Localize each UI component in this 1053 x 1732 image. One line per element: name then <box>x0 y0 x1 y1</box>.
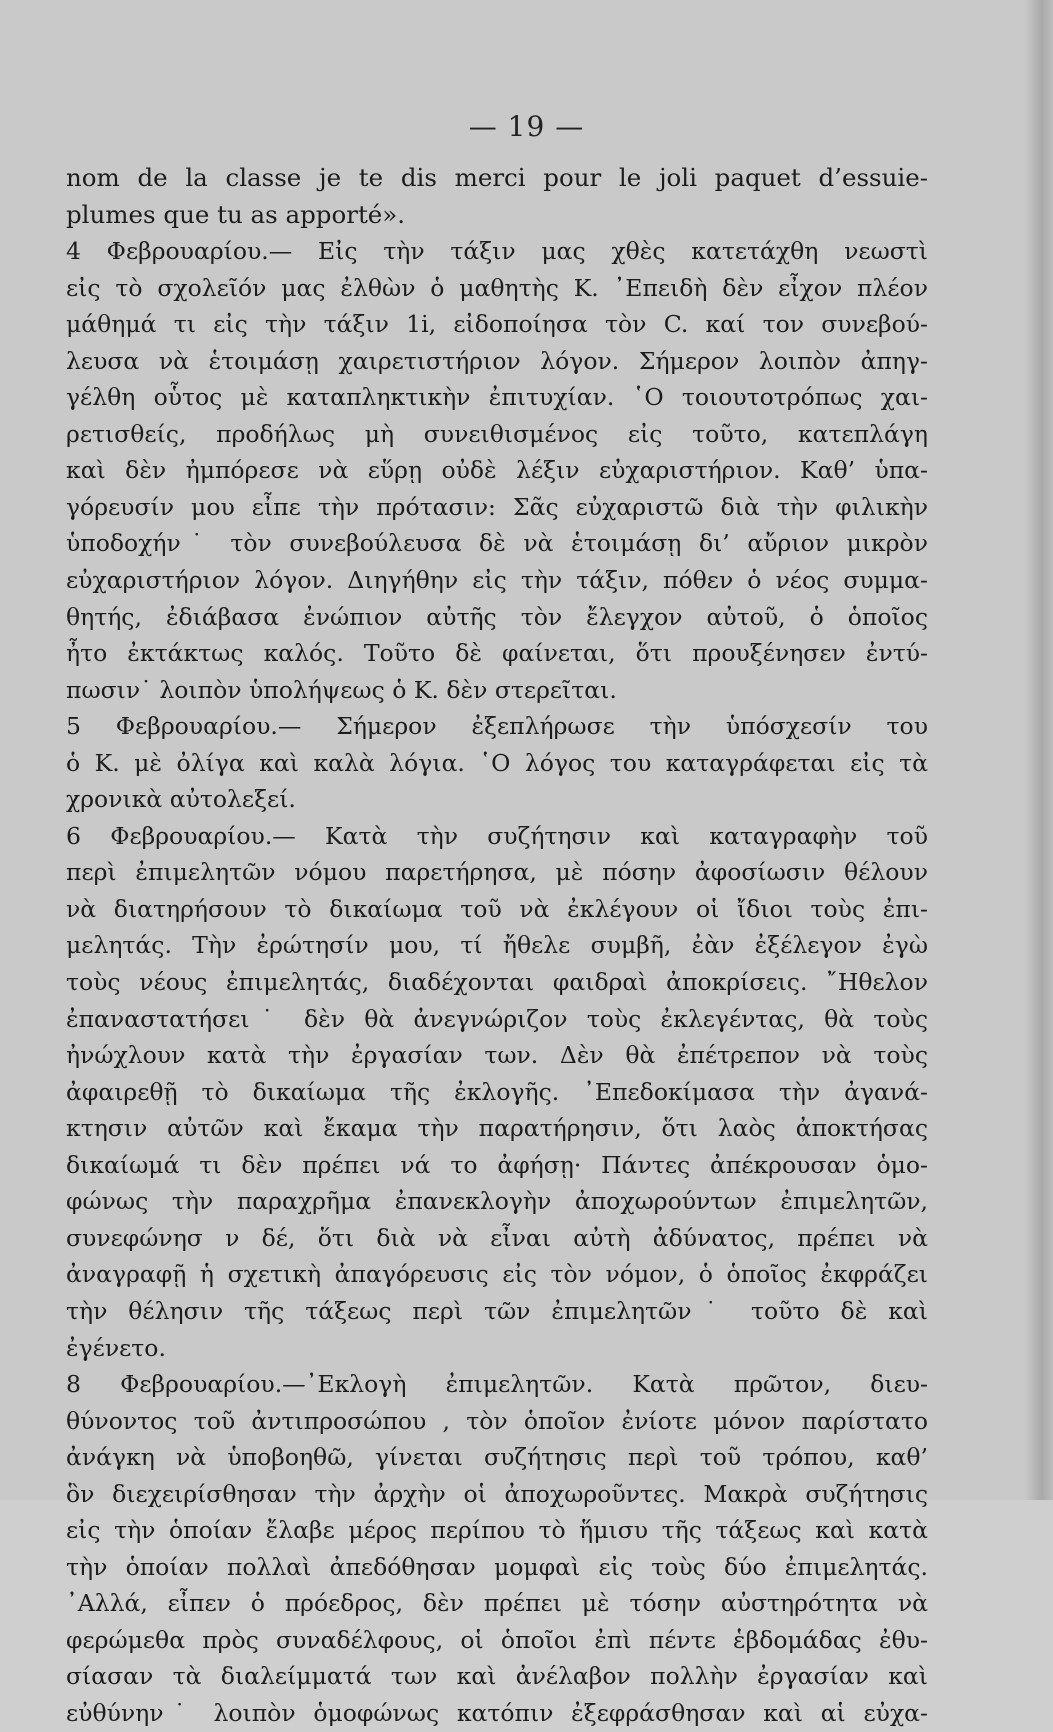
text-line: τὴν ὁποίαν πολλαὶ ἀπεδόθησαν μομφαὶ εἰς τοὺς δύο ἐπιμελητάς. <box>66 1552 928 1581</box>
text-line: μάθημά τι εἰς τὴν τάξιν 1i, εἰδοποίησα τὸν C. καί τον συνεβού- <box>66 310 928 339</box>
text-line: τοὺς νέους ἐπιμελητάς, διαδέχονται φαιδραὶ ἀποκρίσεις. ῎Ηθελον <box>66 968 928 997</box>
text-line: ρετισθείς, προδήλως μὴ συνειθισμένος εἰς τοῦτο, κατεπλάγη <box>66 419 928 448</box>
text-line: θητής, ἐδιάβασα ἐνώπιον αὐτῆς τὸν ἔλεγχον αὐτοῦ, ὁ ὁποῖος <box>66 602 928 631</box>
text-line: ἠνώχλουν κατὰ τὴν ἐργασίαν των. Δὲν θὰ ἐπέτρεπον νὰ τοὺς <box>66 1041 928 1070</box>
page-number: — 19 — <box>468 110 585 143</box>
text-line: ἦτο ἐκτάκτως καλός. Τοῦτο δὲ φαίνεται, ὅτι προυξένησεν ἐντύ- <box>66 639 928 668</box>
text-line: φώνως τὴν παραχρῆμα ἐπανεκλογὴν ἀποχωρούντων ἐπιμελητῶν, <box>66 1187 928 1216</box>
text-line: πωσιν˙ λοιπὸν ὑπολήψεως ὁ Κ. δὲν στερεῖται. <box>66 675 617 704</box>
text-line: ἐγένετο. <box>66 1333 166 1362</box>
text-line: 6 Φεβρουαρίου.— Κατὰ τὴν συζήτησιν καὶ καταγραφὴν τοῦ <box>66 821 928 850</box>
text-line: εὐχαριστήριον λόγον. Διηγήθην εἰς τὴν τάξιν, πόθεν ὁ νέος συμμα- <box>66 566 928 595</box>
text-line: χρονικὰ αὐτολεξεί. <box>66 785 296 814</box>
page-edge-shadow <box>1025 0 1053 1500</box>
text-line: μελητάς. Τὴν ἐρώτησίν μου, τί ἤθελε συμβῆ, ἐὰν ἐξέλεγον ἐγὼ <box>66 931 928 960</box>
text-line: ἀνάγκη νὰ ὑποβοηθῶ, γίνεται συζήτησις περὶ τοῦ τρόπου, καθ’ <box>66 1443 928 1472</box>
text-line: ᾿Αλλά, εἶπεν ὁ πρόεδρος, δὲν πρέπει μὲ τόσην αὐστηρότητα νὰ <box>66 1589 928 1618</box>
text-line: κτησιν αὐτῶν καὶ ἔκαμα τὴν παρατήρησιν, ὅτι λαὸς ἀποκτήσας <box>66 1114 928 1143</box>
text-line: ὑποδοχήν˙ τὸν συνεβούλευσα δὲ νὰ ἑτοιμάσῃ δι’ αὔριον μικρὸν <box>66 529 928 558</box>
text-line: τὴν θέλησιν τῆς τάξεως περὶ τῶν ἐπιμελητῶν˙ τοῦτο δὲ καὶ <box>66 1296 928 1325</box>
text-line: ἐπαναστατήσει˙ δὲν θὰ ἀνεγνώριζον τοὺς ἐκλεγέντας, θὰ τοὺς <box>66 1004 928 1033</box>
text-line: ὁ Κ. μὲ ὀλίγα καὶ καλὰ λόγια. ῾Ο λόγος του καταγράφεται εἰς τὰ <box>66 748 928 777</box>
text-line: ὃν διεχειρίσθησαν τὴν ἀρχὴν οἱ ἀποχωροῦντες. Μακρὰ συζήτησις <box>66 1479 928 1508</box>
text-line: ἀναγραφῇ ἡ σχετικὴ ἀπαγόρευσις εἰς τὸν νόμον, ὁ ὁποῖος ἐκφράζει <box>66 1260 928 1289</box>
text-line: λευσα νὰ ἑτοιμάσῃ χαιρετιστήριον λόγον. Σήμερον λοιπὸν ἀπηγ- <box>66 346 928 375</box>
text-line: plumes que tu as apporté». <box>66 199 406 229</box>
text-line: γέλθη οὗτος μὲ καταπληκτικὴν ἐπιτυχίαν. ῾Ο τοιουτοτρόπως χαι- <box>66 383 928 412</box>
text-line: εἰς τὴν ὁποίαν ἔλαβε μέρος περίπου τὸ ἥμισυ τῆς τάξεως καὶ κατὰ <box>66 1516 928 1545</box>
text-line: εἰς τὸ σχολεῖόν μας ἐλθὼν ὁ μαθητὴς Κ. ᾿Επειδὴ δὲν εἶχον πλέον <box>66 273 928 302</box>
text-line: 8 Φεβρουαρίου.—᾿Εκλογὴ ἐπιμελητῶν. Κατὰ πρῶτον, διευ- <box>66 1370 928 1399</box>
text-line: ἀφαιρεθῇ τὸ δικαίωμα τῆς ἐκλογῆς. ᾿Επεδοκίμασα τὴν ἀγανά- <box>66 1077 928 1106</box>
text-line: 5 Φεβρουαρίου.— Σήμερον ἐξεπλήρωσε τὴν ὑπόσχεσίν του <box>66 712 928 741</box>
text-line: θύνοντος τοῦ ἀντιπροσώπου , τὸν ὁποῖον ἐνίοτε μόνον παρίστατο <box>66 1406 928 1435</box>
text-line: εὐθύνην˙ λοιπὸν ὁμοφώνως κατόπιν ἐξεφράσθησαν καὶ αἱ εὐχα- <box>66 1698 928 1727</box>
text-line: γόρευσίν μου εἶπε τὴν πρότασιν: Σᾶς εὐχαριστῶ διὰ τὴν φιλικὴν <box>66 492 928 521</box>
text-line: φερώμεθα πρὸς συναδέλφους, οἱ ὁποῖοι ἐπὶ πέντε ἑβδομάδας ἐθυ- <box>66 1625 928 1654</box>
text-line: nom de la classe je te dis merci pour le joli paquet d’essuie- <box>66 163 928 192</box>
text-line: νὰ διατηρήσουν τὸ δικαίωμα τοῦ νὰ ἐκλέγουν οἱ ἴδιοι τοὺς ἐπι- <box>66 894 928 923</box>
text-line: σίασαν τὰ διαλείμματά των καὶ ἀνέλαβον πολλὴν ἐργασίαν καὶ <box>66 1662 928 1691</box>
text-line: 4 Φεβρουαρίου.— Εἰς τὴν τάξιν μας χθὲς κατετάχθη νεωστὶ <box>66 237 928 266</box>
text-line: καὶ δὲν ἠμπόρεσε νὰ εὕρῃ οὐδὲ λέξιν εὐχαριστήριον. Καθ’ ὑπα- <box>66 456 928 485</box>
text-line: δικαίωμά τι δὲν πρέπει νά το ἀφήσῃ· Πάντες ἀπέκρουσαν ὁμο- <box>66 1150 928 1179</box>
body-text <box>66 160 928 1732</box>
text-line: συνεφώνησ ν δέ, ὅτι διὰ νὰ εἶναι αὐτὴ ἀδύνατος, πρέπει νὰ <box>66 1223 928 1252</box>
text-line: περὶ ἐπιμελητῶν νόμου παρετήρησα, μὲ πόσην ἀφοσίωσιν θέλουν <box>66 858 928 887</box>
